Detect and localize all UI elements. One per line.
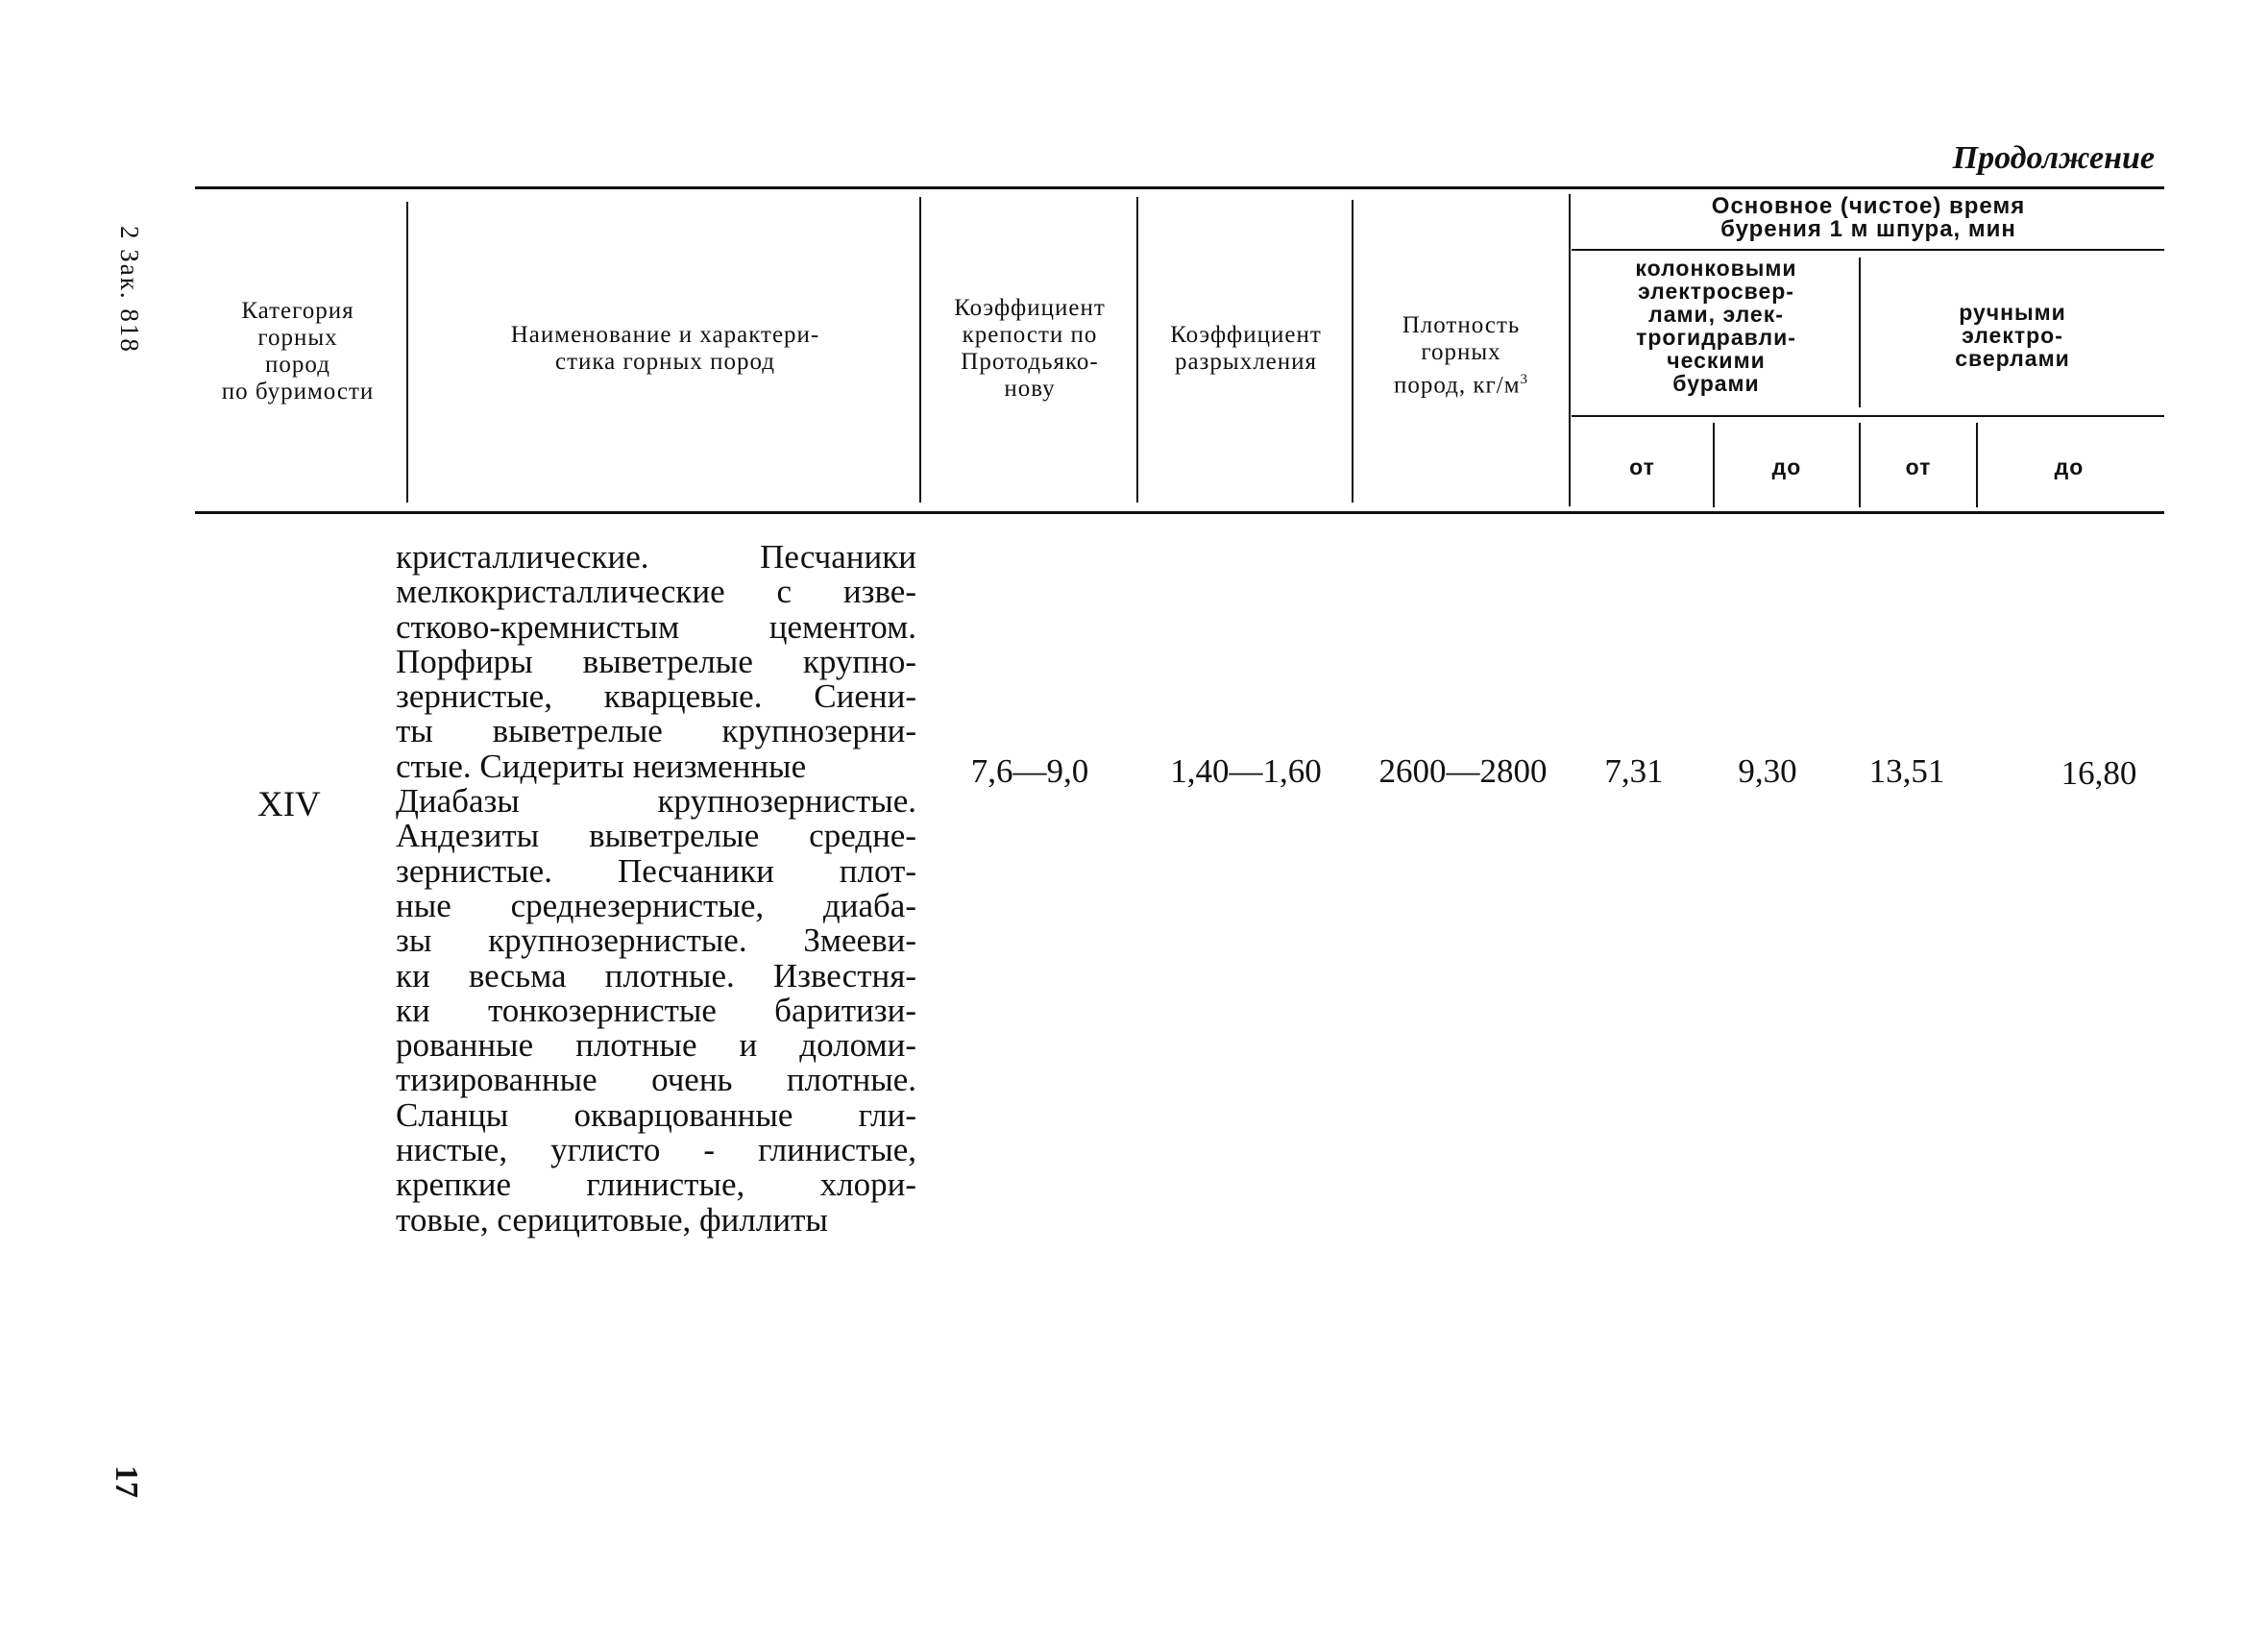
continuation-heading: Продолжение: [1952, 140, 2155, 176]
header-divider-6: [1859, 258, 1861, 407]
description-line: зернистые. Песчаники плот-: [396, 851, 916, 890]
header-column-from: от: [1629, 454, 1655, 479]
header-hand-drills-line: сверлами: [1955, 346, 2070, 371]
description-line: товые, серицитовые, филлиты: [396, 1200, 828, 1239]
header-column-drills-line: ческими: [1667, 348, 1766, 373]
header-category-line: по буримости: [221, 379, 375, 405]
description-line: Порфиры выветрелые крупно-: [396, 642, 916, 680]
description-line: Диабазы крупнозернистые.: [396, 782, 916, 821]
table-header-bottom-rule: [195, 511, 2164, 514]
header-hand-to: до: [2054, 454, 2085, 479]
header-hand-drills: [1864, 301, 2161, 370]
description-line: ты выветрелые крупнозерни-: [396, 712, 916, 750]
description-line: стые. Сидериты неизменные: [396, 747, 807, 785]
header-density-unit: пород, кг/м: [1393, 372, 1521, 399]
loosening-value: 1,40—1,60: [1170, 752, 1322, 790]
header-column-to: до: [1771, 454, 1802, 479]
header-rock-name: [413, 322, 917, 376]
header-loosening-line: разрыхления: [1174, 349, 1318, 375]
description-line: кристаллические. Песчаники: [396, 538, 916, 576]
header-density-line: Плотность: [1402, 312, 1521, 338]
description-line: зернистые, кварцевые. Сиени-: [396, 677, 916, 716]
drilling-time-subrule: [1572, 249, 2164, 251]
header-category-line: Категория: [241, 298, 354, 324]
header-divider-2: [919, 197, 921, 503]
header-divider-3: [1136, 197, 1138, 503]
rock-category: XIV: [257, 785, 321, 824]
header-hardness-line: Протодьяко-: [961, 349, 1099, 375]
header-hardness-line: Коэффициент: [954, 295, 1106, 321]
header-density-superscript: 3: [1520, 372, 1529, 387]
description-line: Андезиты выветрелые средне-: [396, 817, 916, 855]
description-line: зы крупнозернистые. Змееви-: [396, 921, 916, 960]
description-line: стково-кремнистым цементом.: [396, 607, 916, 646]
rock-description: [396, 540, 916, 1238]
header-category-line: горных: [257, 325, 338, 351]
description-line: тизированные очень плотные.: [396, 1061, 916, 1099]
header-column-drills: [1575, 257, 1857, 395]
header-drilling-time: [1575, 195, 2161, 241]
header-density-unit-line: [1354, 366, 1568, 399]
header-column-drills-line: колонковыми: [1635, 256, 1797, 281]
header-loosening: [1139, 322, 1353, 376]
header-divider-5: [1569, 194, 1571, 506]
description-line: ки тонкозернистые баритизи-: [396, 991, 916, 1029]
drill-type-subrule: [1572, 415, 2164, 417]
header-hand-from: от: [1905, 454, 1932, 479]
header-rock-name-line: Наименование и характери-: [510, 322, 820, 348]
column-from-value: 7,31: [1604, 752, 1664, 790]
column-to-value: 9,30: [1738, 752, 1797, 790]
header-loosening-line: Коэффициент: [1170, 322, 1322, 348]
description-line: нистые, углисто - глинистые,: [396, 1131, 916, 1169]
description-line: ные среднезернистые, диаба-: [396, 886, 916, 924]
page-number: 17: [109, 1465, 144, 1498]
header-category-line: пород: [265, 352, 330, 378]
density-value: 2600—2800: [1378, 752, 1548, 790]
header-rock-name-line: стика горных пород: [555, 349, 775, 375]
header-category: [187, 298, 408, 405]
header-column-drills-line: электросвер-: [1638, 279, 1794, 304]
header-column-drills-line: трогидравли-: [1636, 325, 1796, 350]
description-line: Сланцы окварцованные гли-: [396, 1095, 916, 1134]
header-drilling-time-line: бурения 1 м шпура, мин: [1720, 216, 2016, 242]
header-hardness-line: нову: [1004, 376, 1056, 402]
table-top-rule: [195, 186, 2164, 189]
header-column-drills-line: лами, элек-: [1648, 302, 1784, 327]
order-number-label: 2 Зак. 818: [115, 226, 144, 354]
header-hardness-line: крепости по: [962, 322, 1098, 348]
header-density-line: горных: [1421, 339, 1501, 365]
description-line: крепкие глинистые, хлори-: [396, 1166, 916, 1204]
hardness-value: 7,6—9,0: [970, 752, 1089, 790]
hand-from-value: 13,51: [1868, 752, 1945, 790]
description-line: ки весьма плотные. Известня-: [396, 956, 916, 994]
header-hand-drills-line: электро-: [1962, 323, 2063, 348]
header-drilling-time-line: Основное (чистое) время: [1711, 193, 2026, 219]
description-line: мелкокристаллические с изве-: [396, 573, 916, 611]
header-column-drills-line: бурами: [1672, 371, 1760, 396]
description-line: рованные плотные и доломи-: [396, 1026, 916, 1065]
header-hardness: [924, 295, 1135, 403]
header-hand-drills-line: ручными: [1959, 300, 2066, 325]
header-density: [1354, 312, 1568, 399]
hand-to-value: 16,80: [2061, 754, 2137, 792]
